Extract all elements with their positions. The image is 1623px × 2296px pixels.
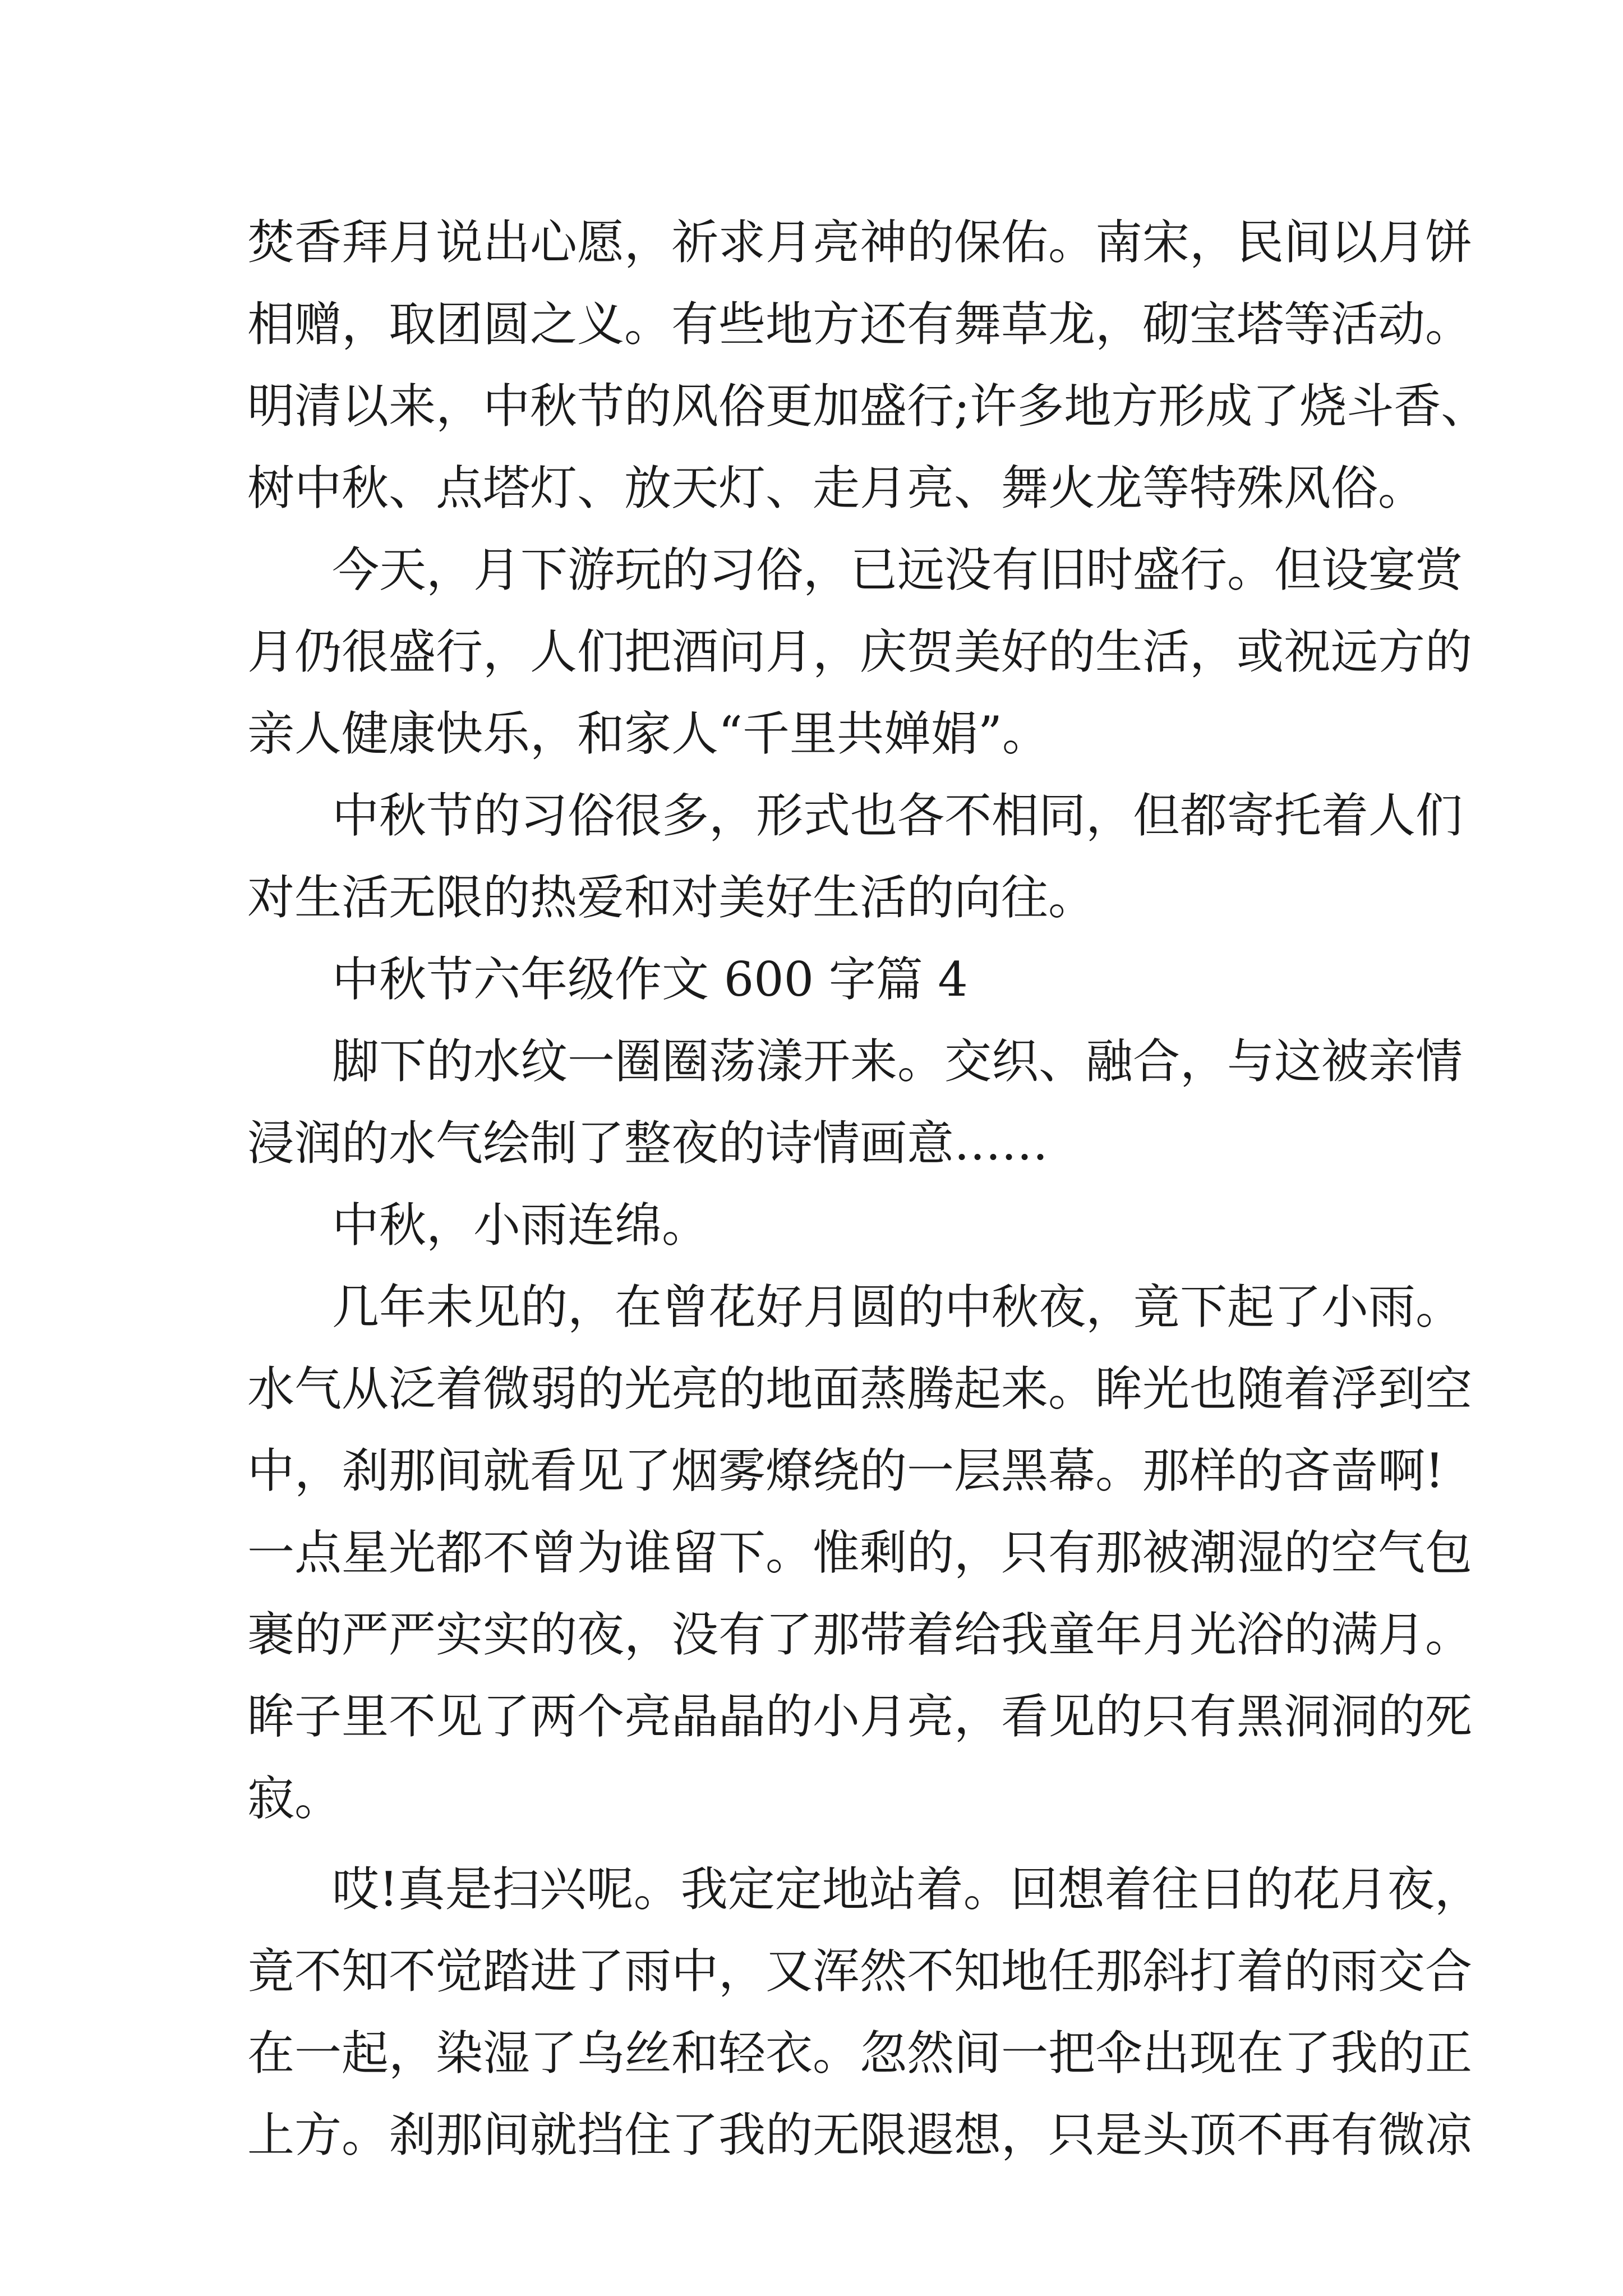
text-line: 脚下的水纹一圈圈荡漾开来。交织、融合，与这被亲情 [332,1034,1463,1089]
text-line: 眸子里不见了两个亮晶晶的小月亮，看见的只有黑洞洞的死 [247,1689,1473,1744]
text-line: 上方。刹那间就挡住了我的无限遐想，只是头顶不再有微凉 [247,2108,1473,2162]
text-line: 相赠，取团圆之义。有些地方还有舞草龙，砌宝塔等活动。 [247,297,1473,352]
text-line: 裹的严严实实的夜，没有了那带着给我童年月光浴的满月。 [247,1607,1473,1662]
text-line: 竟不知不觉踏进了雨中，又浑然不知地任那斜打着的雨交合 [247,1944,1473,1999]
text-line: 一点星光都不曾为谁留下。惟剩的，只有那被潮湿的空气包 [247,1525,1473,1580]
text-line: 寂。 [247,1771,342,1826]
text-line: 对生活无限的热爱和对美好生活的向往。 [247,870,1096,925]
text-line: 亲人健康快乐，和家人“千里共婵娟”。 [247,706,1049,761]
text-line: 在一起，染湿了乌丝和轻衣。忽然间一把伞出现在了我的正 [247,2026,1473,2081]
text-line: 明清以来，中秋节的风俗更加盛行;许多地方形成了烧斗香、 [247,379,1488,434]
text-line: 浸润的水气绘制了整夜的诗情画意…… [247,1116,1049,1171]
text-line: 中秋，小雨连绵。 [332,1198,709,1253]
text-line: 中秋节六年级作文 600 字篇 4 [332,952,968,1007]
text-line: 哎!真是扫兴呢。我定定地站着。回想着往日的花月夜， [332,1862,1482,1917]
text-line: 中，刹那间就看见了烟雾燎绕的一层黑幕。那样的吝啬啊! [247,1443,1444,1498]
text-line: 月仍很盛行，人们把酒问月，庆贺美好的生活，或祝远方的 [247,624,1473,679]
text-line: 中秋节的习俗很多，形式也各不相同，但都寄托着人们 [332,788,1463,843]
text-line: 水气从泛着微弱的光亮的地面蒸腾起来。眸光也随着浮到空 [247,1361,1473,1416]
text-line: 几年未见的，在曾花好月圆的中秋夜，竟下起了小雨。 [332,1280,1463,1335]
text-line: 焚香拜月说出心愿，祈求月亮神的保佑。南宋，民间以月饼 [247,215,1473,270]
text-line: 树中秋、点塔灯、放天灯、走月亮、舞火龙等特殊风俗。 [247,461,1426,516]
text-line: 今天，月下游玩的习俗，已远没有旧时盛行。但设宴赏 [332,542,1463,597]
